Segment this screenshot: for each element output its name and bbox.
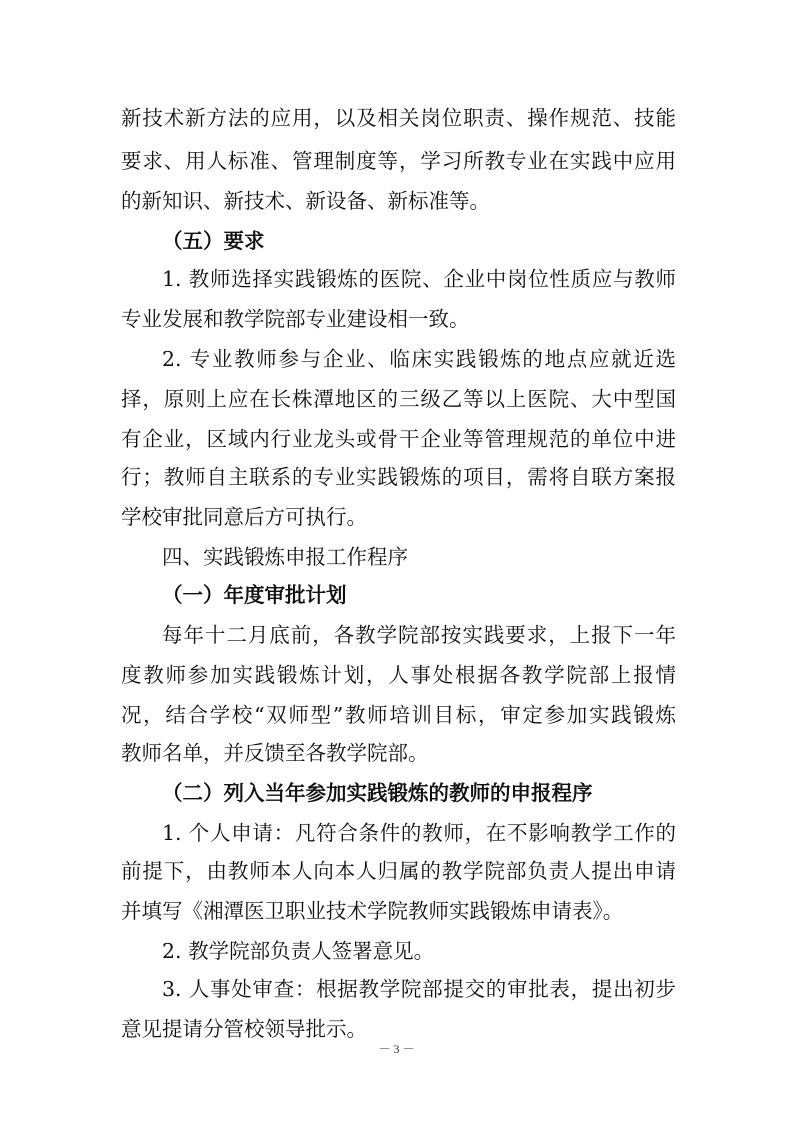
paragraph-line: 2. 教学院部负责人签署意见。 [162,939,435,963]
paragraph-line: 学校审批同意后方可执行。 [121,505,367,529]
paragraph-line: 每年十二月底前，各教学院部按实践要求，上报下一年 [162,623,676,647]
paragraph-line: 教师名单，并反馈至各教学院部。 [121,741,429,765]
paragraph-line: 2. 专业教师参与企业、临床实践锻炼的地点应就近选 [162,347,676,371]
chapter-heading: 四、实践锻炼申报工作程序 [162,545,408,569]
section-heading: （五）要求 [162,229,265,253]
page-number: － 3 － [378,1042,415,1056]
section-heading: （二）列入当年参加实践锻炼的教师的申报程序 [162,781,593,805]
paragraph-line: 择，原则上应在长株潭地区的三级乙等以上医院、大中型国 [121,387,676,411]
paragraph-line: 前提下，由教师本人向本人归属的教学院部负责人提出申请 [121,859,676,883]
paragraph-line: 要求、用人标准、管理制度等，学习所教专业在实践中应用 [121,149,676,173]
paragraph-line: 3. 人事处审查：根据教学院部提交的审批表，提出初步 [162,977,676,1001]
paragraph-line: 1. 个人申请：凡符合条件的教师，在不影响教学工作的 [162,821,676,845]
section-heading: （一）年度审批计划 [162,583,347,607]
paragraph-line: 有企业，区域内行业龙头或骨干企业等管理规范的单位中进 [121,427,676,451]
paragraph-line: 度教师参加实践锻炼计划，人事处根据各教学院部上报情 [121,663,676,687]
paragraph-line: 新技术新方法的应用，以及相关岗位职责、操作规范、技能 [121,106,676,130]
paragraph-line: 专业发展和教学院部专业建设相一致。 [121,307,470,331]
paragraph-line: 行；教师自主联系的专业实践锻炼的项目，需将自联方案报 [121,465,676,489]
paragraph-line: 况，结合学校“双师型”教师培训目标，审定参加实践锻炼 [121,703,676,727]
paragraph-line: 意见提请分管校领导批示。 [121,1017,367,1041]
paragraph-line: 的新知识、新技术、新设备、新标准等。 [121,189,490,213]
paragraph-line: 1. 教师选择实践锻炼的医院、企业中岗位性质应与教师 [162,267,676,291]
paragraph-line: 并填写《湘潭医卫职业技术学院教师实践锻炼申请表》。 [121,899,624,923]
